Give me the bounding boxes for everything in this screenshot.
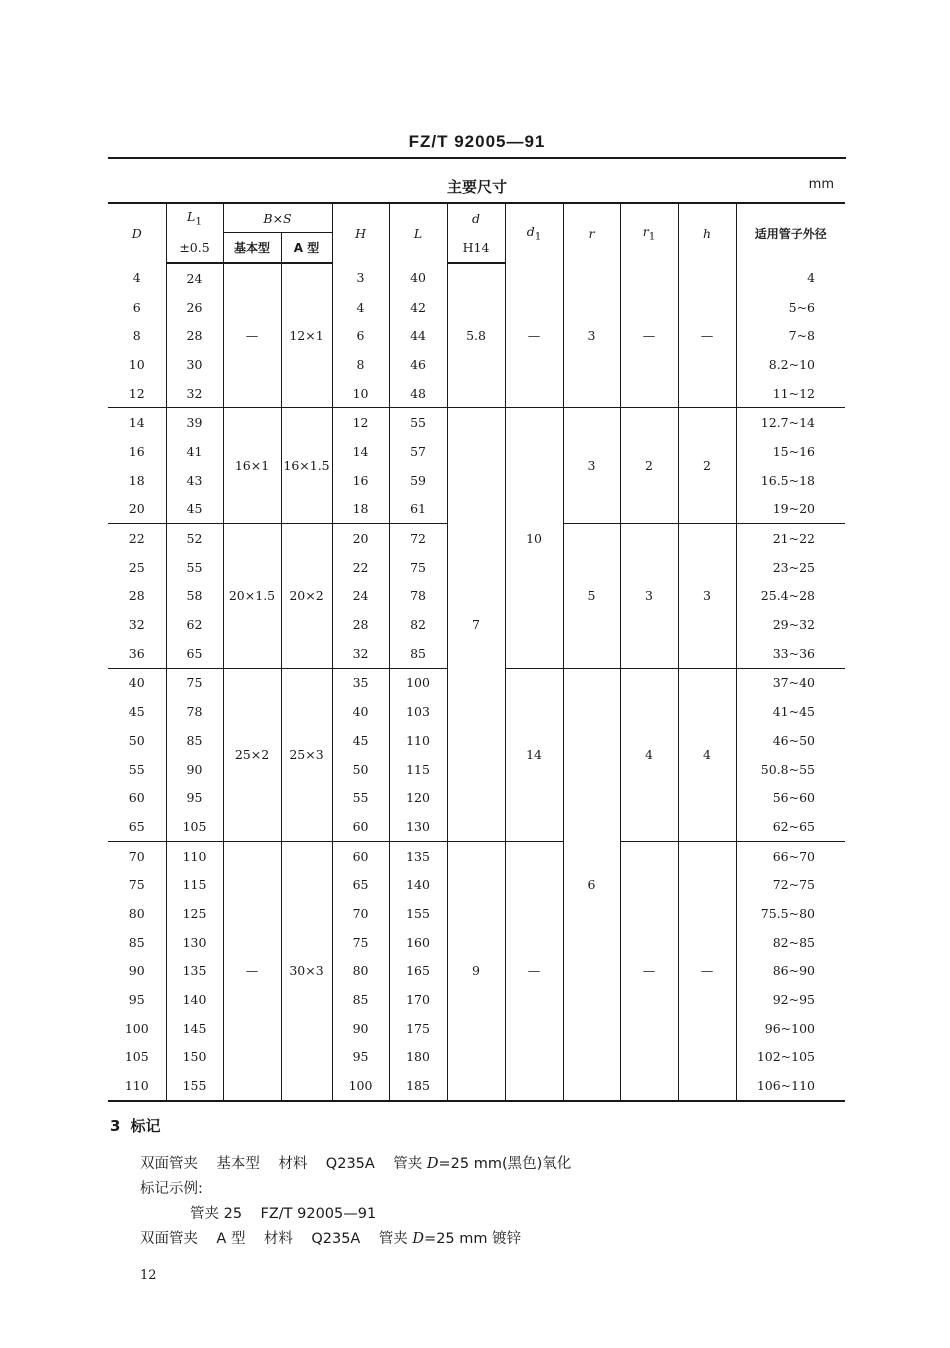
marking-line-1: 双面管夹 基本型 材料 Q235A 管夹 D=25 mm(黑色)氧化: [140, 1156, 572, 1172]
cell-d: 9: [447, 841, 505, 1101]
cell-applicable-od: 23~25: [736, 553, 845, 582]
cell-applicable-od: 72~75: [736, 870, 845, 899]
cell-r: 5: [563, 524, 620, 668]
standard-header: FZ/T 92005—91: [408, 132, 546, 151]
cell-L: 100: [389, 668, 447, 697]
cell-L: 57: [389, 437, 447, 466]
cell-applicable-od: 15~16: [736, 437, 845, 466]
cell-D: 20: [108, 495, 166, 524]
cell-basic-BxS: 25×2: [223, 668, 281, 841]
cell-L: 120: [389, 783, 447, 812]
cell-D: 6: [108, 293, 166, 322]
cell-H: 90: [332, 1014, 389, 1043]
cell-L: 55: [389, 408, 447, 437]
header-D: D: [108, 203, 166, 263]
cell-H: 95: [332, 1043, 389, 1072]
cell-H: 28: [332, 610, 389, 639]
cell-L1: 85: [166, 726, 223, 755]
cell-D: 16: [108, 437, 166, 466]
cell-h: —: [678, 263, 736, 408]
header-r1: $r_1$: [620, 203, 678, 263]
cell-L: 115: [389, 755, 447, 784]
cell-L1: 115: [166, 870, 223, 899]
header-applicable: 适用管子外径: [736, 203, 845, 263]
cell-H: 85: [332, 985, 389, 1014]
cell-L1: 150: [166, 1043, 223, 1072]
cell-applicable-od: 7~8: [736, 321, 845, 350]
cell-D: 90: [108, 957, 166, 986]
cell-L: 103: [389, 697, 447, 726]
cell-applicable-od: 5~6: [736, 293, 845, 322]
cell-L: 85: [389, 639, 447, 668]
cell-D: 28: [108, 582, 166, 611]
cell-H: 10: [332, 379, 389, 408]
cell-H: 14: [332, 437, 389, 466]
cell-h: 4: [678, 668, 736, 841]
cell-d: 7: [447, 408, 505, 841]
marking-example-label: 标记示例:: [140, 1181, 203, 1197]
cell-L: 135: [389, 841, 447, 870]
marking-example: 管夹 25 FZ/T 92005—91: [190, 1206, 377, 1222]
cell-L1: 62: [166, 610, 223, 639]
cell-L: 59: [389, 466, 447, 495]
cell-typeA-BxS: 20×2: [281, 524, 332, 668]
cell-r: 6: [563, 668, 620, 1101]
cell-H: 18: [332, 495, 389, 524]
cell-L1: 55: [166, 553, 223, 582]
cell-applicable-od: 62~65: [736, 812, 845, 841]
cell-r1: 2: [620, 408, 678, 524]
cell-D: 18: [108, 466, 166, 495]
cell-L1: 125: [166, 899, 223, 928]
cell-applicable-od: 12.7~14: [736, 408, 845, 437]
header-d-tolerance: H14: [447, 233, 505, 264]
cell-r1: —: [620, 263, 678, 408]
cell-H: 60: [332, 841, 389, 870]
cell-H: 70: [332, 899, 389, 928]
cell-D: 45: [108, 697, 166, 726]
cell-D: 4: [108, 263, 166, 293]
cell-H: 100: [332, 1071, 389, 1101]
cell-d: 5.8: [447, 263, 505, 408]
cell-H: 45: [332, 726, 389, 755]
cell-D: 70: [108, 841, 166, 870]
cell-d1: 14: [505, 668, 563, 841]
cell-L1: 58: [166, 582, 223, 611]
table-unit: mm: [808, 177, 834, 192]
cell-L1: 32: [166, 379, 223, 408]
cell-H: 50: [332, 755, 389, 784]
cell-applicable-od: 41~45: [736, 697, 845, 726]
header-d1: $d_1$: [505, 203, 563, 263]
cell-H: 20: [332, 524, 389, 553]
cell-h: 3: [678, 524, 736, 668]
header-H: H: [332, 203, 389, 263]
cell-L1: 78: [166, 697, 223, 726]
cell-h: 2: [678, 408, 736, 524]
cell-basic-BxS: —: [223, 841, 281, 1101]
cell-L: 175: [389, 1014, 447, 1043]
cell-L: 78: [389, 582, 447, 611]
cell-L: 180: [389, 1043, 447, 1072]
cell-D: 40: [108, 668, 166, 697]
cell-applicable-od: 46~50: [736, 726, 845, 755]
cell-D: 14: [108, 408, 166, 437]
section-3-heading: 3 标记: [110, 1117, 161, 1135]
cell-L1: 75: [166, 668, 223, 697]
cell-L: 110: [389, 726, 447, 755]
cell-r: 3: [563, 263, 620, 408]
cell-basic-BxS: 20×1.5: [223, 524, 281, 668]
header-d: d: [447, 203, 505, 233]
cell-L1: 130: [166, 928, 223, 957]
header-basic-type: 基本型: [223, 233, 281, 264]
cell-D: 110: [108, 1071, 166, 1101]
cell-D: 36: [108, 639, 166, 668]
cell-applicable-od: 75.5~80: [736, 899, 845, 928]
cell-L1: 65: [166, 639, 223, 668]
page-number: 12: [140, 1268, 157, 1283]
header-rule: [108, 157, 846, 159]
cell-H: 24: [332, 582, 389, 611]
cell-L1: 52: [166, 524, 223, 553]
table-row: [108, 263, 845, 293]
cell-L: 185: [389, 1071, 447, 1101]
cell-H: 35: [332, 668, 389, 697]
cell-applicable-od: 8.2~10: [736, 350, 845, 379]
cell-applicable-od: 37~40: [736, 668, 845, 697]
cell-typeA-BxS: 12×1: [281, 263, 332, 408]
table-caption: 主要尺寸: [446, 178, 507, 196]
cell-H: 40: [332, 697, 389, 726]
cell-D: 8: [108, 321, 166, 350]
cell-D: 80: [108, 899, 166, 928]
cell-D: 12: [108, 379, 166, 408]
header-r: r: [563, 203, 620, 263]
cell-L: 140: [389, 870, 447, 899]
table-row: [108, 408, 845, 437]
cell-L1: 140: [166, 985, 223, 1014]
cell-L: 40: [389, 263, 447, 293]
cell-applicable-od: 29~32: [736, 610, 845, 639]
cell-applicable-od: 11~12: [736, 379, 845, 408]
cell-H: 3: [332, 263, 389, 293]
cell-D: 95: [108, 985, 166, 1014]
cell-typeA-BxS: 25×3: [281, 668, 332, 841]
cell-D: 10: [108, 350, 166, 379]
cell-applicable-od: 66~70: [736, 841, 845, 870]
cell-d1: —: [505, 263, 563, 408]
cell-applicable-od: 25.4~28: [736, 582, 845, 611]
cell-H: 22: [332, 553, 389, 582]
cell-L: 48: [389, 379, 447, 408]
cell-d1: 10: [505, 408, 563, 668]
cell-L1: 39: [166, 408, 223, 437]
cell-H: 8: [332, 350, 389, 379]
cell-D: 60: [108, 783, 166, 812]
cell-applicable-od: 82~85: [736, 928, 845, 957]
cell-L: 44: [389, 321, 447, 350]
cell-r1: 3: [620, 524, 678, 668]
cell-D: 105: [108, 1043, 166, 1072]
cell-H: 75: [332, 928, 389, 957]
cell-D: 50: [108, 726, 166, 755]
cell-D: 25: [108, 553, 166, 582]
cell-applicable-od: 4: [736, 263, 845, 293]
cell-typeA-BxS: 30×3: [281, 841, 332, 1101]
header-L1: $L_1$: [166, 203, 223, 233]
cell-L1: 24: [166, 263, 223, 293]
cell-H: 12: [332, 408, 389, 437]
cell-H: 65: [332, 870, 389, 899]
cell-L1: 95: [166, 783, 223, 812]
cell-applicable-od: 33~36: [736, 639, 845, 668]
table-row: [108, 841, 845, 870]
header-L1-tolerance: ±0.5: [166, 233, 223, 264]
cell-basic-BxS: —: [223, 263, 281, 408]
cell-L1: 41: [166, 437, 223, 466]
cell-L: 61: [389, 495, 447, 524]
cell-H: 32: [332, 639, 389, 668]
cell-L1: 28: [166, 321, 223, 350]
cell-L: 165: [389, 957, 447, 986]
header-BxS: B×S: [223, 203, 332, 233]
cell-L1: 135: [166, 957, 223, 986]
cell-L1: 105: [166, 812, 223, 841]
cell-L1: 43: [166, 466, 223, 495]
cell-H: 6: [332, 321, 389, 350]
cell-L1: 110: [166, 841, 223, 870]
cell-applicable-od: 16.5~18: [736, 466, 845, 495]
cell-applicable-od: 102~105: [736, 1043, 845, 1072]
cell-L1: 155: [166, 1071, 223, 1101]
cell-L: 75: [389, 553, 447, 582]
cell-applicable-od: 86~90: [736, 957, 845, 986]
cell-H: 60: [332, 812, 389, 841]
cell-L1: 145: [166, 1014, 223, 1043]
cell-H: 55: [332, 783, 389, 812]
cell-applicable-od: 21~22: [736, 524, 845, 553]
cell-L: 160: [389, 928, 447, 957]
dimensions-table: [108, 202, 845, 1102]
header-type-A: A 型: [281, 233, 332, 264]
cell-L: 42: [389, 293, 447, 322]
cell-r1: —: [620, 841, 678, 1101]
cell-L: 130: [389, 812, 447, 841]
cell-applicable-od: 50.8~55: [736, 755, 845, 784]
cell-D: 100: [108, 1014, 166, 1043]
cell-H: 4: [332, 293, 389, 322]
cell-D: 55: [108, 755, 166, 784]
cell-applicable-od: 19~20: [736, 495, 845, 524]
cell-L: 170: [389, 985, 447, 1014]
cell-L1: 26: [166, 293, 223, 322]
cell-r: 3: [563, 408, 620, 524]
cell-d1: —: [505, 841, 563, 1101]
cell-H: 16: [332, 466, 389, 495]
cell-L: 155: [389, 899, 447, 928]
cell-L: 82: [389, 610, 447, 639]
cell-D: 85: [108, 928, 166, 957]
cell-applicable-od: 92~95: [736, 985, 845, 1014]
cell-applicable-od: 96~100: [736, 1014, 845, 1043]
cell-r1: 4: [620, 668, 678, 841]
header-L: L: [389, 203, 447, 263]
header-h: h: [678, 203, 736, 263]
cell-H: 80: [332, 957, 389, 986]
cell-basic-BxS: 16×1: [223, 408, 281, 524]
cell-L1: 45: [166, 495, 223, 524]
cell-L: 72: [389, 524, 447, 553]
marking-line-2: 双面管夹 A 型 材料 Q235A 管夹 D=25 mm 镀锌: [140, 1231, 522, 1247]
cell-D: 22: [108, 524, 166, 553]
cell-D: 75: [108, 870, 166, 899]
cell-applicable-od: 106~110: [736, 1071, 845, 1101]
cell-D: 65: [108, 812, 166, 841]
cell-L: 46: [389, 350, 447, 379]
cell-L1: 90: [166, 755, 223, 784]
cell-D: 32: [108, 610, 166, 639]
cell-h: —: [678, 841, 736, 1101]
cell-L1: 30: [166, 350, 223, 379]
cell-applicable-od: 56~60: [736, 783, 845, 812]
cell-typeA-BxS: 16×1.5: [281, 408, 332, 524]
